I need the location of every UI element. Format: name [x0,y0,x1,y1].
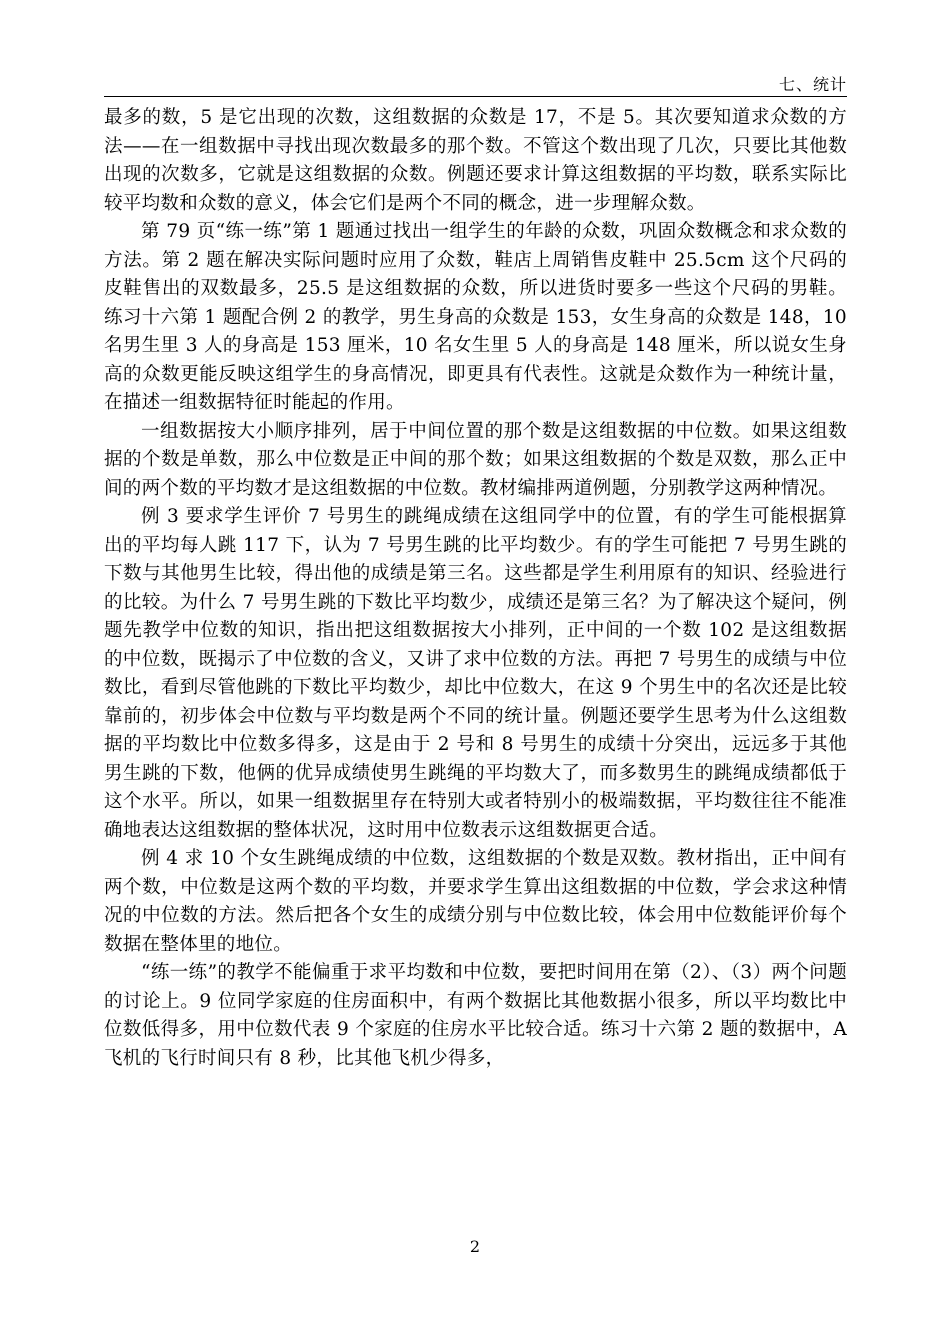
paragraph: “练一练”的教学不能偏重于求平均数和中位数，要把时间用在第（2）、（3）两个问题的讨论上。9 位同学家庭的住房面积中，有两个数据比其他数据小很多，所以平均数比中位数低得多，用中位数代表 9 个家庭的住房水平比较合适。练习十六第 2 题的数据中，A 飞机的飞行时间只有 8 秒，比其他飞机少得多， [104,962,847,1069]
paragraph: 最多的数，5 是它出现的次数，这组数据的众数是 17，不是 5。其次要知道求众数的方法——在一组数据中寻找出现次数最多的那个数。不管这个数出现了几次，只要比其他数出现的次数多，它就是这组数据的众数。例题还要求计算这组数据的平均数，联系实际比较平均数和众数的意义，体会它们是两个不同的概念，进一步理解众数。 [104,107,847,214]
header-title: 七、统计 [778,75,847,94]
paragraph: 第 79 页“练一练”第 1 题通过找出一组学生的年龄的众数，巩固众数概念和求众数的方法。第 2 题在解决实际问题时应用了众数，鞋店上周销售皮鞋中 25.5cm 这个尺码的皮鞋售出的双数最多，25.5 是这组数据的众数，所以进货时要多一些这个尺码的男鞋。练习十六第 1 题配合例 2 的教学，男生身高的众数是 153，女生身高的众数是 148，10 名男生里 3 人的身高是 153 厘米，10 名女生里 5 人的身高是 148 厘米，所以说女生身高的众数更能反映这组学生的身高情况，即更具有代表性。这就是众数作为一种统计量，在描述一组数据特征时能起的作用。 [104,221,847,413]
paragraph: 例 4 求 10 个女生跳绳成绩的中位数，这组数据的个数是双数。教材指出，正中间有两个数，中位数是这两个数的平均数，并要求学生算出这组数据的中位数，学会求这种情况的中位数的方法。然后把各个女生的成绩分别与中位数比较，体会用中位数能评价每个数据在整体里的地位。 [104,848,847,955]
paragraph: 例 3 要求学生评价 7 号男生的跳绳成绩在这组同学中的位置，有的学生可能根据算出的平均每人跳 117 下，认为 7 号男生跳的比平均数少。有的学生可能把 7 号男生跳的下数与其他男生比较，得出他的成绩是第三名。这些都是学生利用原有的知识、经验进行的比较。为什么 7 号男生跳的下数比平均数少，成绩还是第三名？为了解决这个疑问，例题先教学中位数的知识，指出把这组数据按大小排列，正中间的一个数 102 是这组数据的中位数，既揭示了中位数的含义，又讲了求中位数的方法。再把 7 号男生的成绩与中位数比，看到尽管他跳的下数比平均数少，却比中位数大，在这 9 个男生中的名次还是比较靠前的，初步体会中位数与平均数是两个不同的统计量。例题还要学生思考为什么这组数据的平均数比中位数多得多，这是由于 2 号和 8 号男生的成绩十分突出，远远多于其他男生跳的下数，他俩的优异成绩使男生跳绳的平均数大了，而多数男生的跳绳成绩都低于这个水平。所以，如果一组数据里存在特别大或者特别小的极端数据，平均数往往不能准确地表达这组数据的整体状况，这时用中位数表示这组数据更合适。 [104,506,847,841]
page-body [104,104,847,1073]
page-header [104,74,847,97]
paragraph: 一组数据按大小顺序排列，居于中间位置的那个数是这组数据的中位数。如果这组数据的个数是单数，那么中位数是正中间的那个数；如果这组数据的个数是双数，那么正中间的两个数的平均数才是这组数据的中位数。教材编排两道例题，分别教学这两种情况。 [104,420,847,499]
page-number: 2 [469,1237,481,1256]
